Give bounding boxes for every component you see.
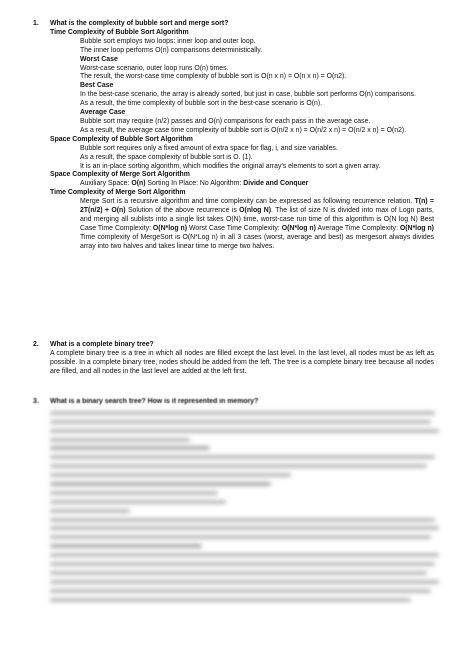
question-1-number: 1.	[33, 20, 39, 27]
question-2-number: 2.	[33, 341, 39, 348]
paragraph: Bubble sort may require (n/2) passes and O(n) comparisons for each pass in the average case.	[80, 117, 371, 125]
space-bubble-heading: Space Complexity of Bubble Sort Algorithm	[50, 135, 193, 143]
worst-case-value: O(N*log n)	[281, 224, 316, 232]
merge-space-summary	[80, 180, 434, 189]
question-1-title	[33, 20, 434, 29]
paragraph: As a result, the time complexity of bubble sort in the best-case scenario is O(n).	[80, 100, 323, 108]
question-3-title-text: What is a binary search tree? How is it represented in memory?	[50, 398, 259, 405]
question-1-title-text: What is the complexity of bubble sort and merge sort?	[50, 20, 229, 27]
paragraph: In the best-case scenario, the array is already sorted, but just in case, bubble sort performs O(n) comparisons.	[80, 91, 416, 99]
average-case-value: O(N*log n)	[399, 224, 434, 232]
text-run: . The list of size N is divided into max of Logn parts, and merging all sublists into a single list takes O(N) time, worst-case run time of this algorithm is O(N log N) Best Case Time Complexity:	[80, 207, 434, 232]
time-merge-heading: Time Complexity of Merge Sort Algorithm	[50, 189, 186, 197]
question-2	[33, 341, 434, 377]
paragraph: Bubble sort requires only a fixed amount of extra space for flag, i, and size variables.	[80, 144, 338, 152]
best-case-value: O(N*log n)	[152, 224, 188, 232]
space-merge-heading: Space Complexity of Merge Sort Algorithm	[50, 171, 190, 179]
paragraph: The result, the worst-case time complexity of bubble sort is O(n x n) = O(n x n) = O(n2).	[80, 73, 347, 81]
question-3-number: 3.	[33, 398, 39, 405]
paragraph: As a result, the average case time complexity of bubble sort is O(n/2 x n) = O(n/2 x n) = O(n/2 x n) = O(n2).	[80, 126, 407, 134]
question-2-title-text: What is a complete binary tree?	[50, 341, 154, 348]
paragraph: It is an in-place sorting algorithm, which modifies the original array's elements to sort a given array.	[80, 162, 381, 170]
sorting-in-place-label: Sorting In Place:	[147, 180, 198, 188]
merge-time-paragraph	[80, 198, 434, 251]
paragraph: As a result, the space complexity of bubble sort is O. (1).	[80, 153, 253, 161]
aux-space-value: O(n)	[131, 180, 146, 188]
question-2-answer: A complete binary tree is a tree in which all nodes are filled except the last level. In the last level, all nodes must be as left as possible. In a complete binary tree, nodes should be added from the left. The tree is a complete binary tree because all nodes are filled, and all nodes in the last level are added at the left first.	[50, 349, 434, 375]
recurrence-solution: O(nlog N)	[239, 207, 272, 215]
text-run: Time complexity of MergeSort is O(N*Log n) in all 3 cases (worst, average and best) as mergesort always divides array into two halves and takes linear time to merge two halves.	[80, 233, 434, 250]
question-1	[33, 20, 434, 252]
paragraph: The inner loop performs O(n) comparisons deterministically.	[80, 46, 263, 54]
paragraph: Bubble sort employs two loops: inner loop and outer loop.	[80, 37, 256, 45]
algorithm-value: Divide and Conquer	[243, 180, 309, 188]
time-bubble-heading: Time Complexity of Bubble Sort Algorithm	[50, 28, 189, 36]
paragraph: Worst-case scenario, outer loop runs O(n) times.	[80, 64, 229, 72]
text-run: Worst Case Time Complexity:	[189, 224, 280, 232]
recurrence-relation: T(n) = 2T(n/2) + O(n)	[80, 198, 434, 215]
algorithm-label: Algorithm:	[210, 180, 242, 188]
blurred-content	[33, 406, 434, 606]
aux-space-label: Auxiliary Space:	[80, 180, 130, 188]
text-run: Average Time Complexity:	[317, 224, 398, 232]
sorting-in-place-value: No	[199, 180, 209, 188]
average-case-heading: Average Case	[80, 109, 126, 117]
worst-case-heading: Worst Case	[80, 55, 118, 63]
text-run: Merge Sort is a recursive algorithm and time complexity can be expressed as following recurrence relation.	[80, 198, 413, 206]
best-case-heading: Best Case	[80, 82, 114, 90]
question-2-title	[33, 341, 434, 350]
text-run: Solution of the above recurrence is	[127, 207, 237, 215]
